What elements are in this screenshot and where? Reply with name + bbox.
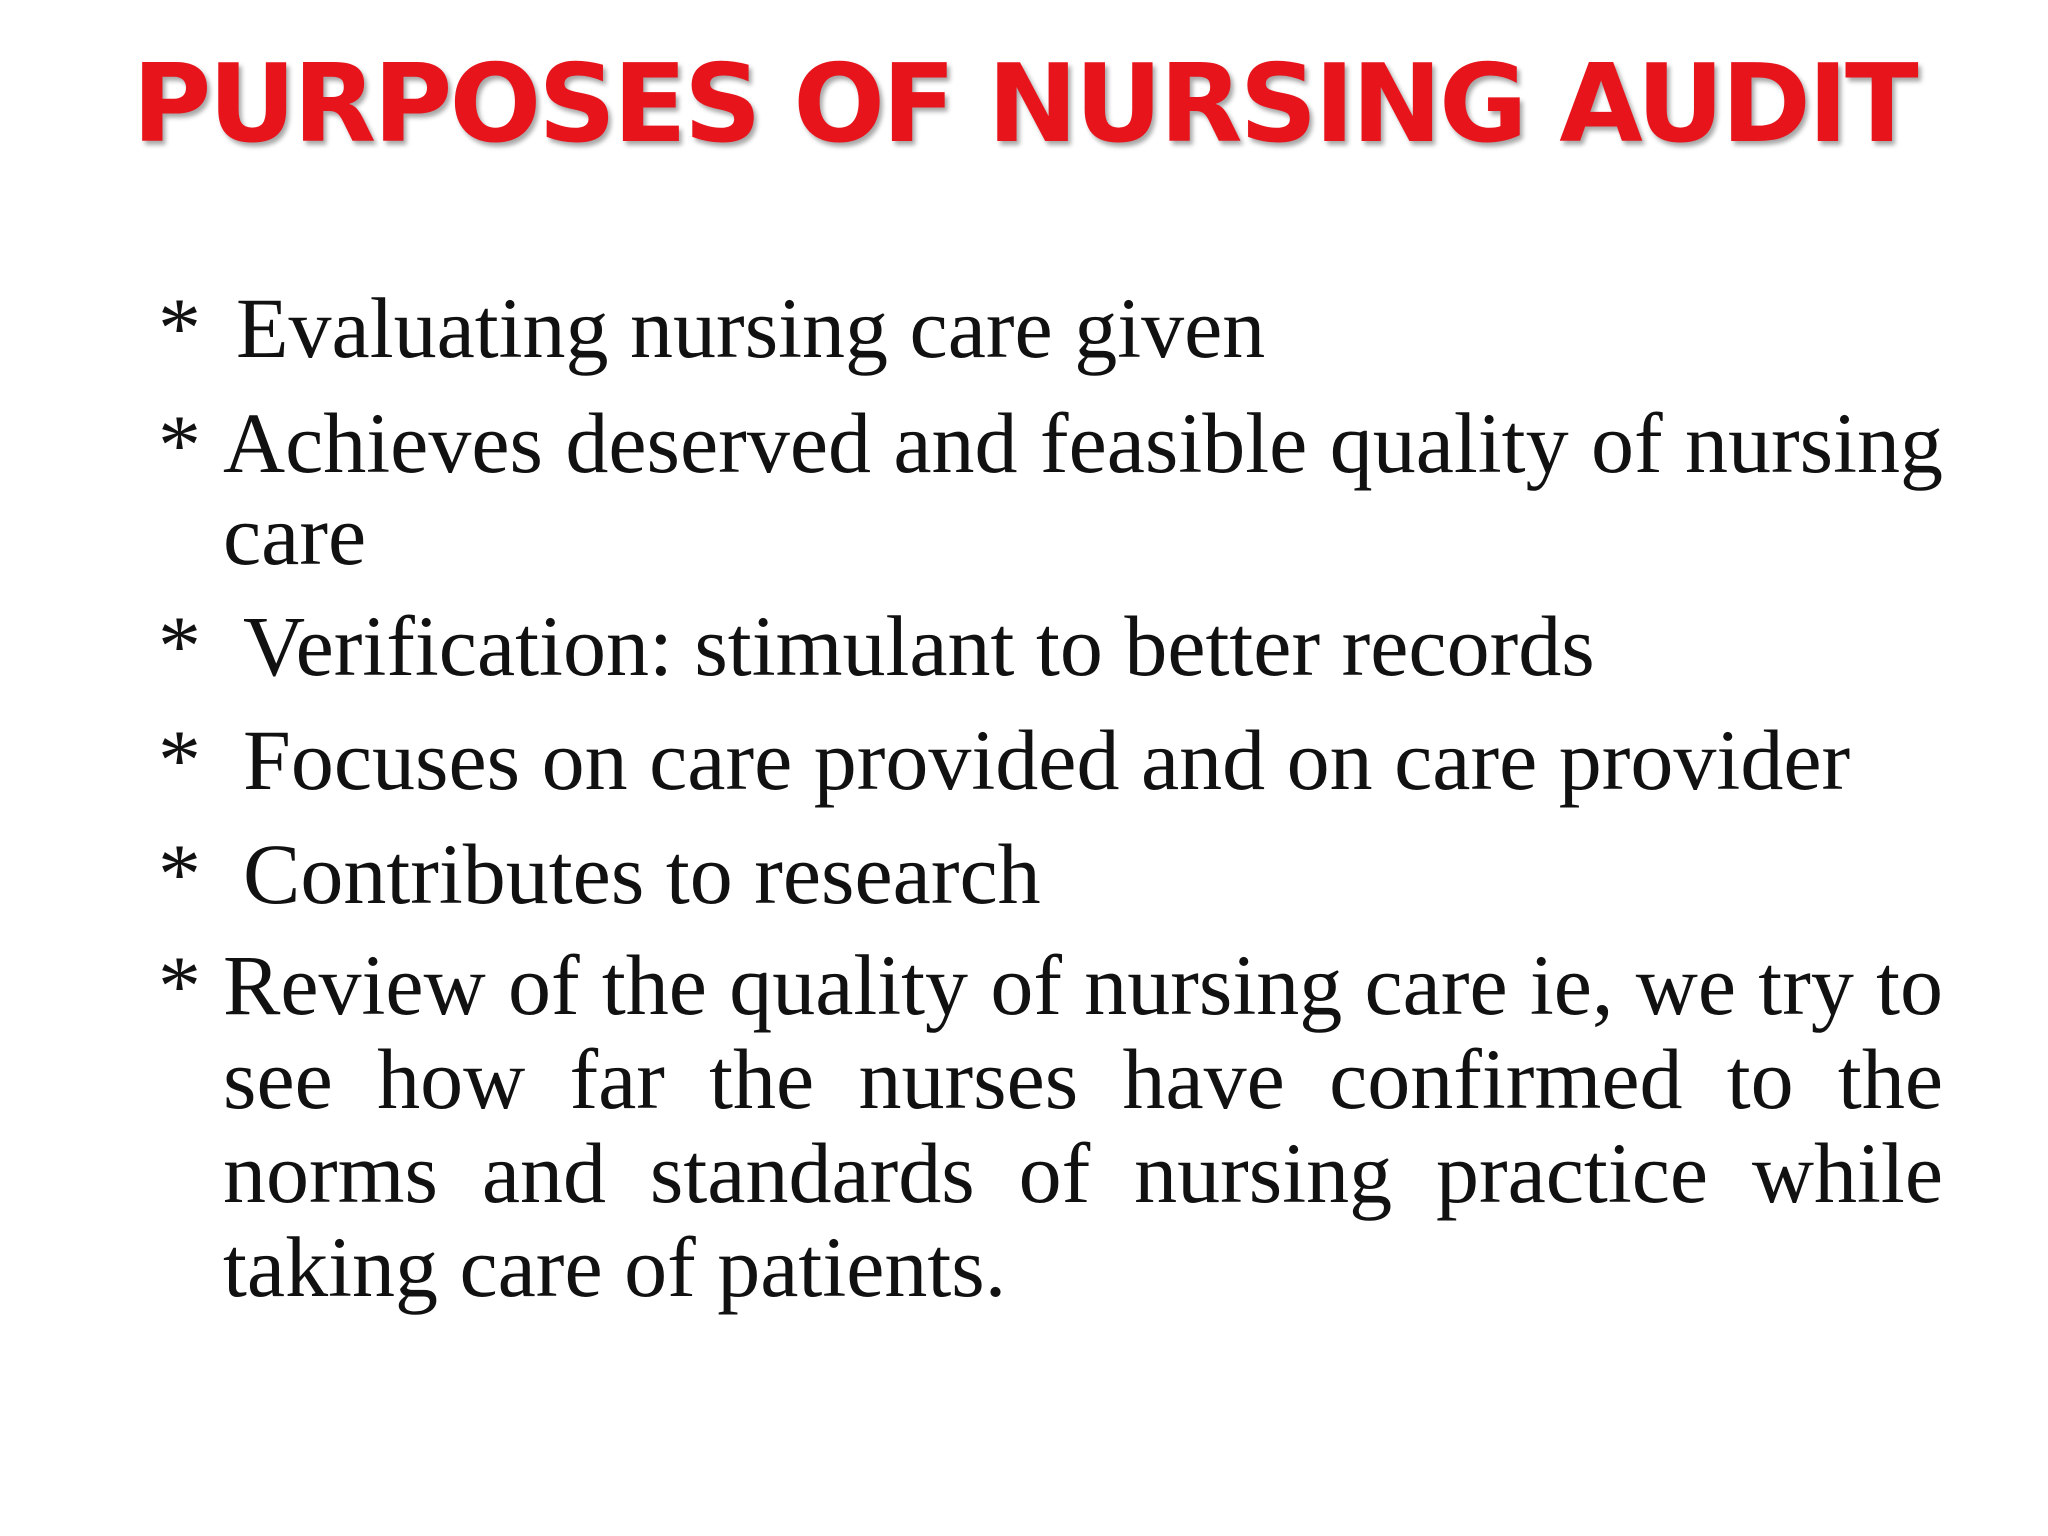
bullet-text: Focuses on care provided and on care provider bbox=[243, 712, 1851, 808]
bullet-text: Evaluating nursing care given bbox=[236, 280, 1266, 376]
bullet-marker: * bbox=[158, 397, 201, 493]
bullet-text bbox=[223, 938, 1943, 1314]
bullet-marker: * bbox=[158, 280, 201, 376]
bullet-text: Contributes to research bbox=[243, 826, 1041, 922]
bullet-marker: * bbox=[158, 712, 201, 808]
review-text: Review of the quality of nursing care ie, we try to see how far the nurses have confirmed to the norms and standards of nursing practice while taking care of patients. bbox=[223, 937, 1943, 1315]
slide-title: PURPOSES OF NURSING AUDIT bbox=[132, 42, 1916, 167]
bullet-marker: * bbox=[158, 938, 201, 1034]
bullet-text: Verification: stimulant to better records bbox=[243, 598, 1595, 694]
bullet-marker: * bbox=[158, 826, 201, 922]
bullet-marker: * bbox=[158, 598, 201, 694]
bullet-text: Achieves deserved and feasible quality of nursing care bbox=[223, 395, 1943, 583]
